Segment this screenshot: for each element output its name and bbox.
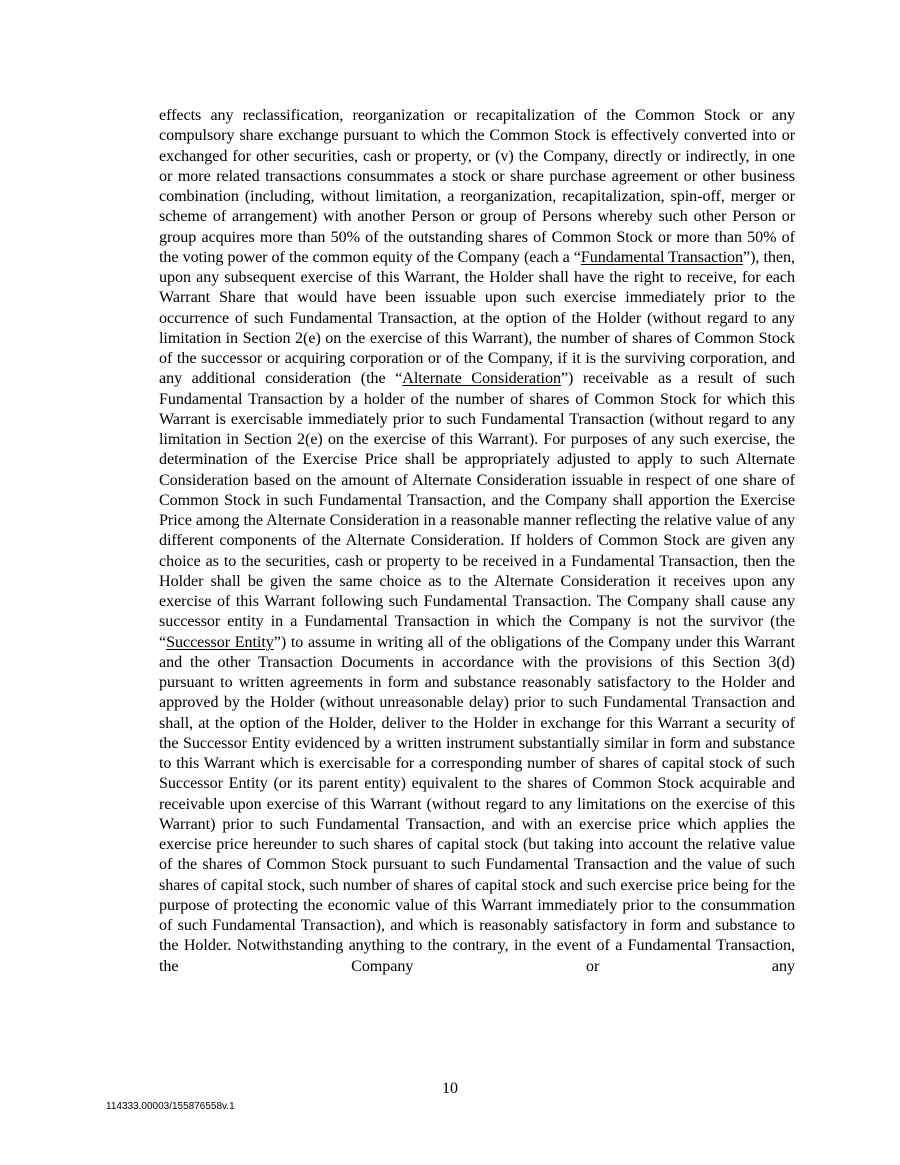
paragraph-text: ”) to assume in writing all of the obligations of the Company under this Warrant and the other Transaction Documents in accordance with the provisions of this Section 3(d) pursuant to written agreements in form and substance reasonably satisfactory to the Holder and approved by the Holder (without unreasonable delay) prior to such Fundamental Transaction and shall, at the option of the Holder, deliver to the Holder in exchange for this Warrant a security of the Successor Entity evidenced by a written instrument substantially similar in form and substance to this Warrant which is exercisable for a corresponding number of shares of capital stock of such Successor Entity (or its parent entity) equivalent to the shares of Common Stock acquirable and receivable upon exercise of this Warrant (without regard to any limitations on the exercise of this Warrant) prior to such Fundamental Transaction, and with an exercise price which applies the exercise price hereunder to such shares of capital stock (but taking into account the relative value of the shares of Common Stock pursuant to such Fundamental Transaction and the value of such shares of capital stock, such number of shares of capital stock and such exercise price being for the purpose of protecting the economic value of this Warrant immediately prior to the consummation of such Fundamental Transaction), and which is reasonably satisfactory in form and substance to the Holder. Notwithstanding anything to the contrary, in the event of a Fundamental Transaction, the Company or any	[159, 633, 795, 975]
paragraph-text: ”) receivable as a result of such Fundamental Transaction by a holder of the number of shares of Common Stock for which this Warrant is exercisable immediately prior to such Fundamental Transaction (without regard to any limitation in Section 2(e) on the exercise of this Warrant). For purposes of any such exercise, the determination of the Exercise Price shall be appropriately adjusted to apply to such Alternate Consideration based on the amount of Alternate Consideration issuable in respect of one share of Common Stock in such Fundamental Transaction, and the Company shall apportion the Exercise Price among the Alternate Consideration in a reasonable manner reflecting the relative value of any different components of the Alternate Consideration. If holders of Common Stock are given any choice as to the securities, cash or property to be received in a Fundamental Transaction, then the Holder shall be given the same choice as to the Alternate Consideration it receives upon any exercise of this Warrant following such Fundamental Transaction. The Company shall cause any successor entity in a Fundamental Transaction in which the Company is not the survivor (the “	[159, 370, 796, 651]
paragraph-text: ”), then, upon any subsequent exercise of this Warrant, the Holder shall have the right to receive, for each Warrant Share that would have been issuable upon such exercise immediately prior to the occurrence of such Fundamental Transaction, at the option of the Holder (without regard to any limitation in Section 2(e) on the exercise of this Warrant), the number of shares of Common Stock of the successor or acquiring corporation or of the Company, if it is the surviving corporation, and any additional consideration (the “	[159, 248, 795, 388]
defined-term-alternate-consideration: Alternate Consideration	[402, 370, 561, 388]
paragraph-text: effects any reclassification, reorganization or recapitalization of the Common Stock or any compulsory share exchange pursuant to which the Common Stock is effectively converted into or exchanged for other securities, cash or property, or (v) the Company, directly or indirectly, in one or more related transactions consummates a stock or share purchase agreement or other business combination (including, without limitation, a reorganization, recapitalization, spin-off, merger or scheme of arrangement) with another Person or group of Persons whereby such other Person or group acquires more than 50% of the outstanding shares of Common Stock or more than 50% of the voting power of the common equity of the Company (each a “	[159, 107, 795, 266]
defined-term-successor-entity: Successor Entity	[166, 633, 274, 651]
defined-term-fundamental-transaction: Fundamental Transaction	[580, 248, 744, 266]
page-number: 10	[442, 1080, 458, 1097]
document-id: 114333.00003/155876558v.1	[106, 1101, 235, 1112]
body-paragraph	[159, 106, 795, 977]
